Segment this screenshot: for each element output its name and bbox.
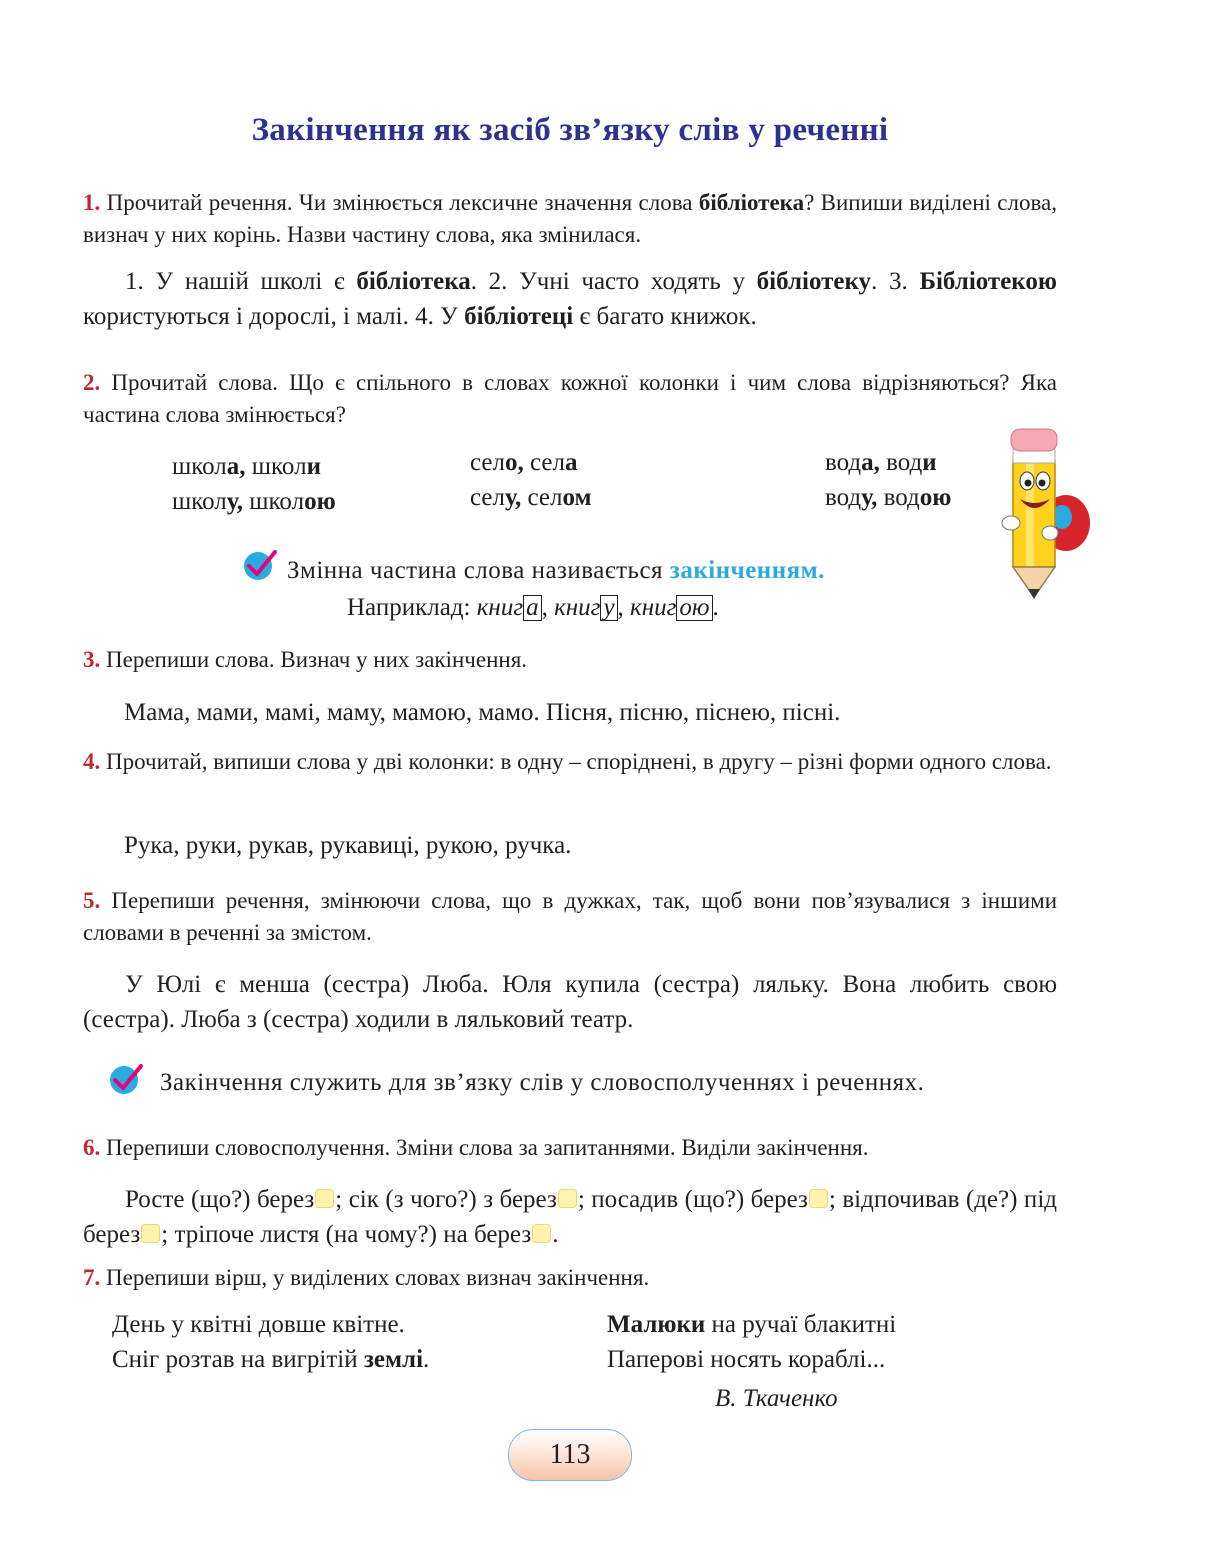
checkmark-icon: [108, 1062, 144, 1098]
poem-right-column: Малюки на ручаї блакитні Паперові носять кораблі...: [607, 1311, 897, 1373]
ending-blank: [809, 1189, 828, 1208]
poem-left-column: День у квітні довше квітне. Сніг розтав на вигрітій землі.: [112, 1311, 430, 1373]
task-number: 6.: [83, 1135, 101, 1160]
ending-blank: [315, 1189, 334, 1208]
task-5-instruction: 5. Перепиши речення, змінюючи слова, що в дужках, так, щоб вони пов’язувалися з іншими словами в реченні за змістом.: [83, 888, 1057, 945]
page-title: Закінчення як засіб зв’язку слів у реченні: [251, 112, 889, 148]
task-3-words: Мама, мами, мамі, маму, мамою, мамо. Пісня, пісню, піснею, пісні.: [124, 699, 841, 726]
ending-blank: [532, 1224, 551, 1243]
task-number: 3.: [83, 647, 101, 672]
task-6-instruction: 6. Перепиши словосполучення. Зміни слова за запитаннями. Виділи закінчення.: [83, 1135, 869, 1160]
pencil-mascot-icon: [1000, 425, 1095, 603]
task-number: 4.: [83, 749, 101, 774]
rule-1-text: Змінна частина слова називається закінченням.: [287, 557, 825, 584]
task-5-sentences: У Юлі є менша (сестра) Люба. Юля купила (сестра) ляльку. Вона любить свою (сестра). Люба з (сестра) ходили в ляльковий театр.: [83, 971, 1057, 1033]
task-6-phrases: Росте (що?) берез ; сік (з чого?) з берез ; посадив (що?) берез ; відпочивав (де?) під берез ; тріпоче листя (на чому?) на берез .: [83, 1186, 1057, 1248]
ending-blank: [558, 1189, 577, 1208]
word-column-3: вода, води воду, водою: [825, 449, 952, 511]
word-column-1: школа, школи школу, школою: [172, 453, 336, 515]
task-2-instruction: 2. Прочитай слова. Що є спільного в словах кожної колонки і чим слова відрізняються? Яка частина слова змінюється?: [83, 370, 1058, 427]
task-3-instruction: 3. Перепиши слова. Визнач у них закінчення.: [83, 647, 528, 672]
task-4-words: Рука, руки, рукав, рукавиці, рукою, ручка.: [124, 832, 572, 859]
task-4-instruction: 4. Прочитай, випиши слова у дві колонки: в одну – споріднені, в другу – різні форми одного слова.: [83, 749, 1052, 774]
task-1-sentences: 1. У нашій школі є бібліотека. 2. Учні часто ходять у бібліотеку. 3. Бібліотекою користуються і дорослі, і малі. 4. У бібліотеці є багато книжок.: [83, 268, 1057, 330]
word-column-2: село, села селу, селом: [470, 449, 592, 511]
task-number: 2.: [83, 370, 101, 395]
poem-author: В. Ткаченко: [715, 1385, 838, 1412]
page-number: 113: [508, 1429, 632, 1481]
task-number: 1.: [83, 190, 101, 215]
task-number: 5.: [83, 888, 101, 913]
task-1-instruction: 1. Прочитай речення. Чи змінюється лексичне значення слова бібліотека? Випиши виділені слова, визнач у них корінь. Назви частину слова, яка змінилася.: [83, 190, 1057, 247]
ending-blank: [141, 1224, 160, 1243]
checkmark-icon: [242, 548, 278, 584]
rule-2-text: Закінчення служить для зв’язку слів у словосполученнях і реченнях.: [160, 1069, 925, 1096]
task-number: 7.: [83, 1265, 101, 1290]
task-7-instruction: 7. Перепиши вірш, у виділених словах визнач закінчення.: [83, 1265, 650, 1290]
rule-1-example: Наприклад: книг а , книг у , книг ою .: [347, 594, 719, 621]
